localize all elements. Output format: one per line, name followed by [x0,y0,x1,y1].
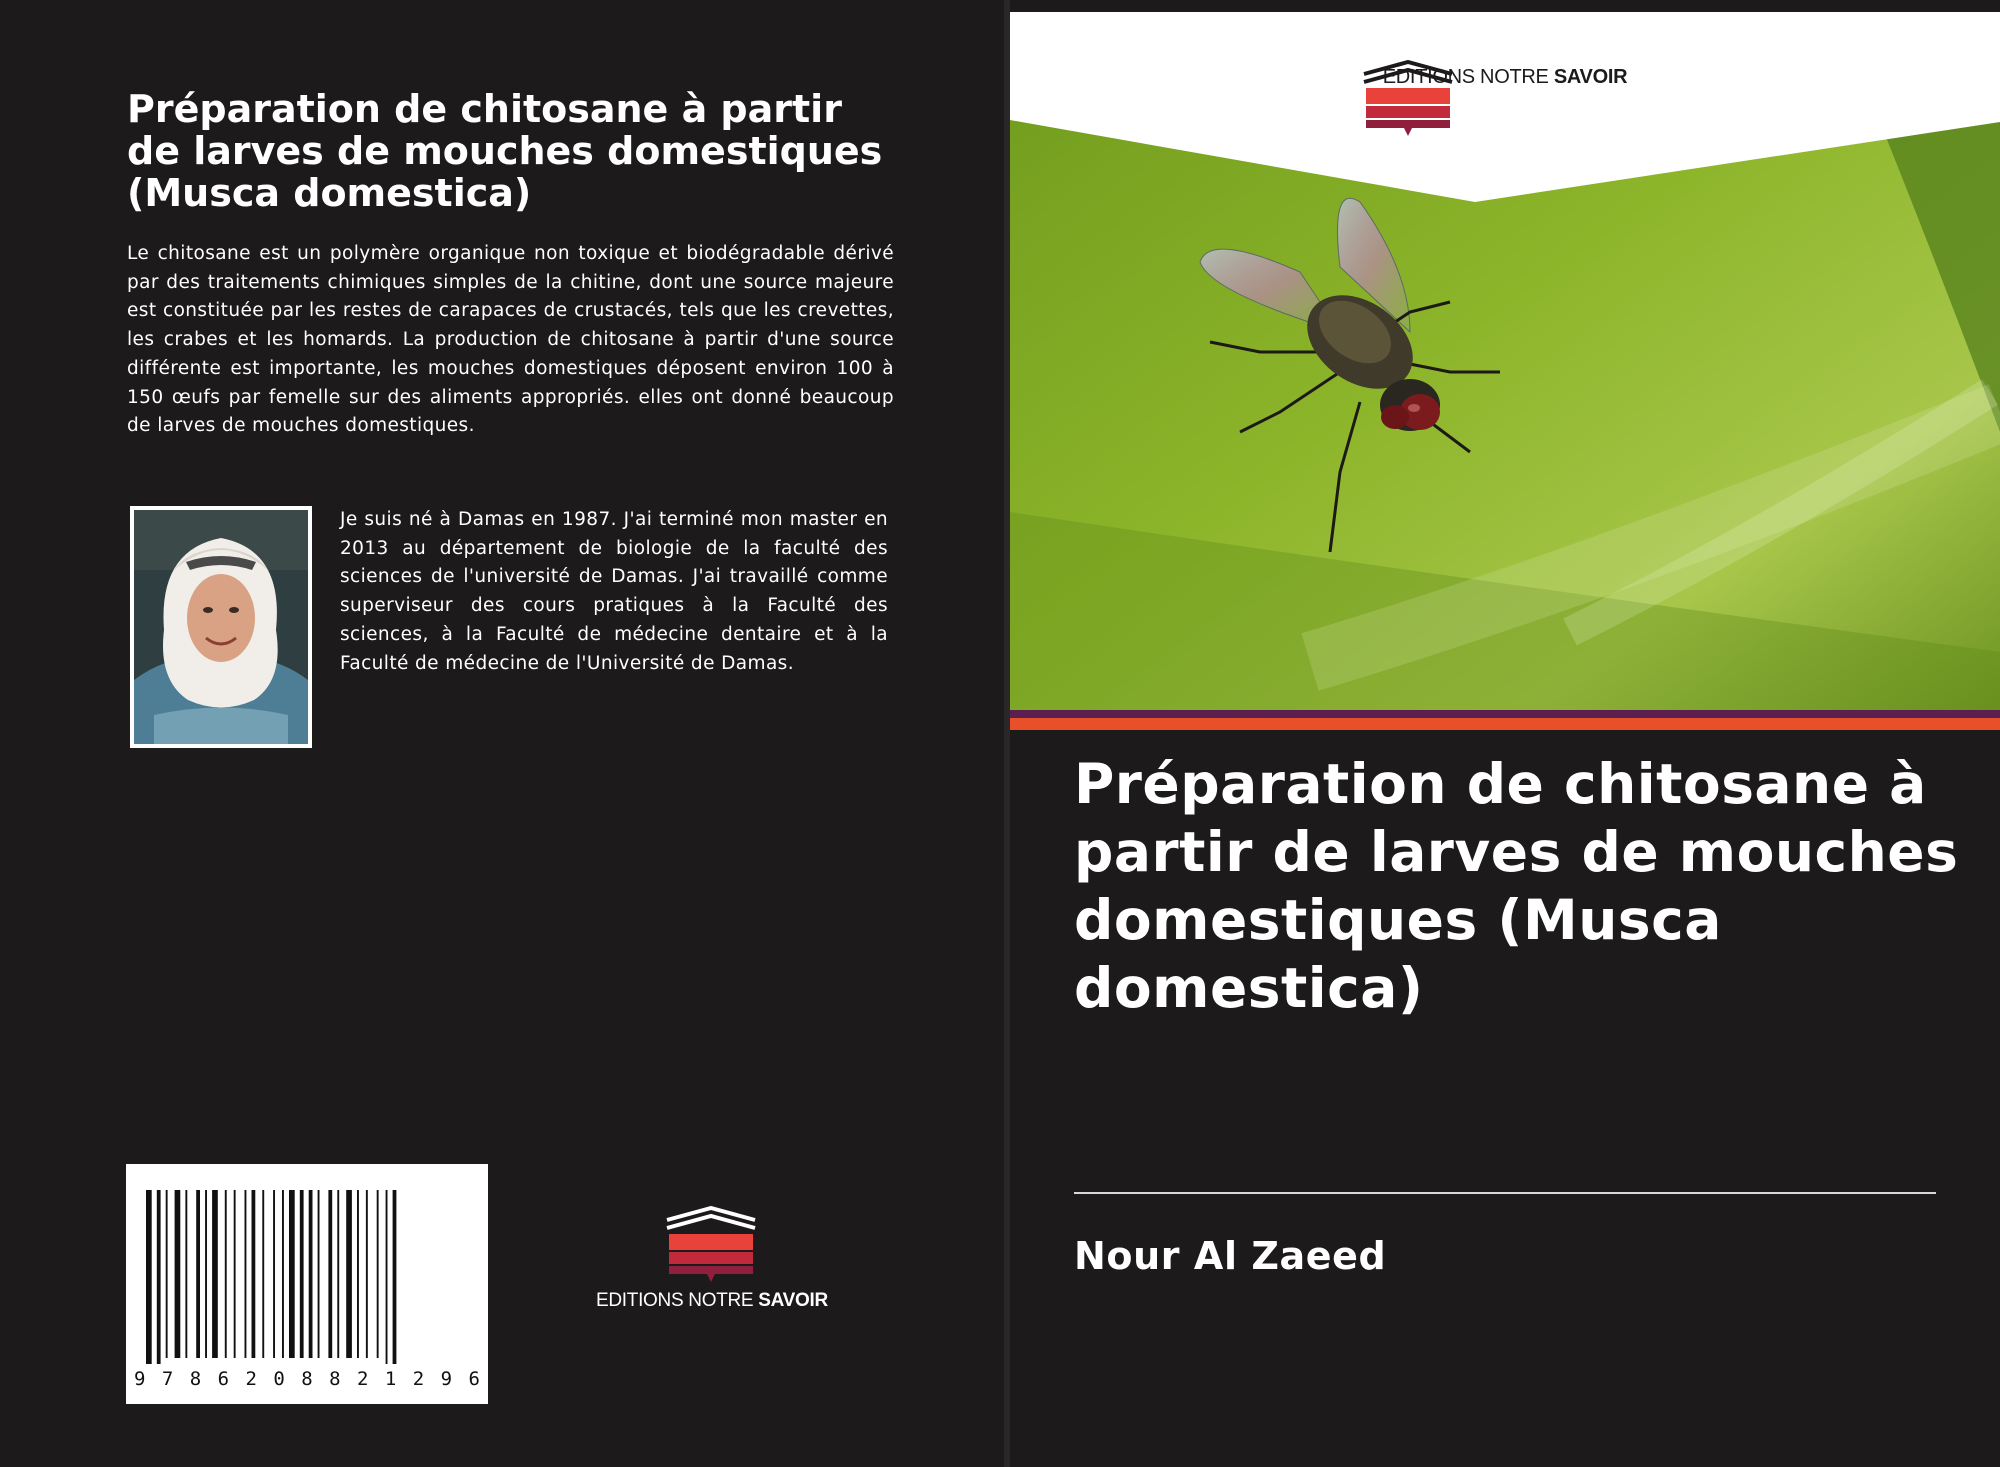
book-stack-lines [1364,62,1452,82]
publisher-book-stack-icon [663,1206,759,1284]
front-cover-title: Préparation de chitosane à partir de larves de mouches domestiques (Musca domestica) [1074,752,1959,1020]
isbn-barcode [126,1164,488,1404]
author-portrait-illustration [134,510,308,744]
housefly-on-leaf-illustration [1010,12,2000,730]
front-cover [1010,12,2000,1467]
back-cover-title: Préparation de chitosane à partir de larves de mouches domestiques (Musca domestica) [127,87,883,215]
back-cover-blurb: Le chitosane est un polymère organique non toxique et biodégradable dérivé par des traitements chimiques simples de la chitine, dont une source majeure est constituée par les restes de carapaces de crustacés, tels que les crevettes, les crabes et les homards. La production de chitosane à partir d'une source différente est importante, les mouches domestiques déposent environ 100 à 150 œufs par femelle sur des aliments appropriés. elles ont donné beaucoup de larves de mouches domestiques. [127,243,894,437]
isbn-digit: 8 [189,1368,202,1390]
author-photo [130,506,312,748]
isbn-digit: 9 [134,1368,146,1390]
back-publisher-logo [596,1206,826,1326]
publisher-name: EDITIONS NOTRE SAVOIR [1382,66,1628,88]
author-biography: Je suis né à Damas en 1987. J'ai terminé mon master en 2013 au département de biologie de la faculté des sciences de l'université de Damas. J'ai travaillé comme superviseur des cours pratiques à la Faculté des sciences, à la Faculté de médecine dentaire et à la Faculté de médecine de l'Université de Damas. [340,509,888,674]
front-publisher-logo [1360,60,1650,89]
isbn-digit: 1 [384,1368,397,1390]
publisher-book-stack-icon [1360,60,1456,138]
isbn-digit: 0 [273,1368,285,1390]
front-cover-author: Nour Al Zaeed [1074,1234,1387,1278]
isbn-digit: 6 [217,1368,230,1390]
barcode-bars [126,1164,488,1364]
book-stack-lines [667,1208,755,1228]
isbn-digit: 6 [468,1368,480,1390]
cover-photo-housefly [1010,12,2000,730]
isbn-digit: 2 [357,1368,369,1390]
publisher-name: EDITIONS NOTRE SAVOIR [596,1290,828,1311]
isbn-number [134,1368,480,1390]
isbn-digit: 2 [412,1368,425,1390]
isbn-digit: 8 [301,1368,313,1390]
isbn-digit: 7 [161,1368,174,1390]
isbn-digit: 2 [245,1368,257,1390]
isbn-digit: 8 [329,1368,341,1390]
author-divider [1074,1192,1936,1194]
isbn-digit: 9 [440,1368,453,1390]
